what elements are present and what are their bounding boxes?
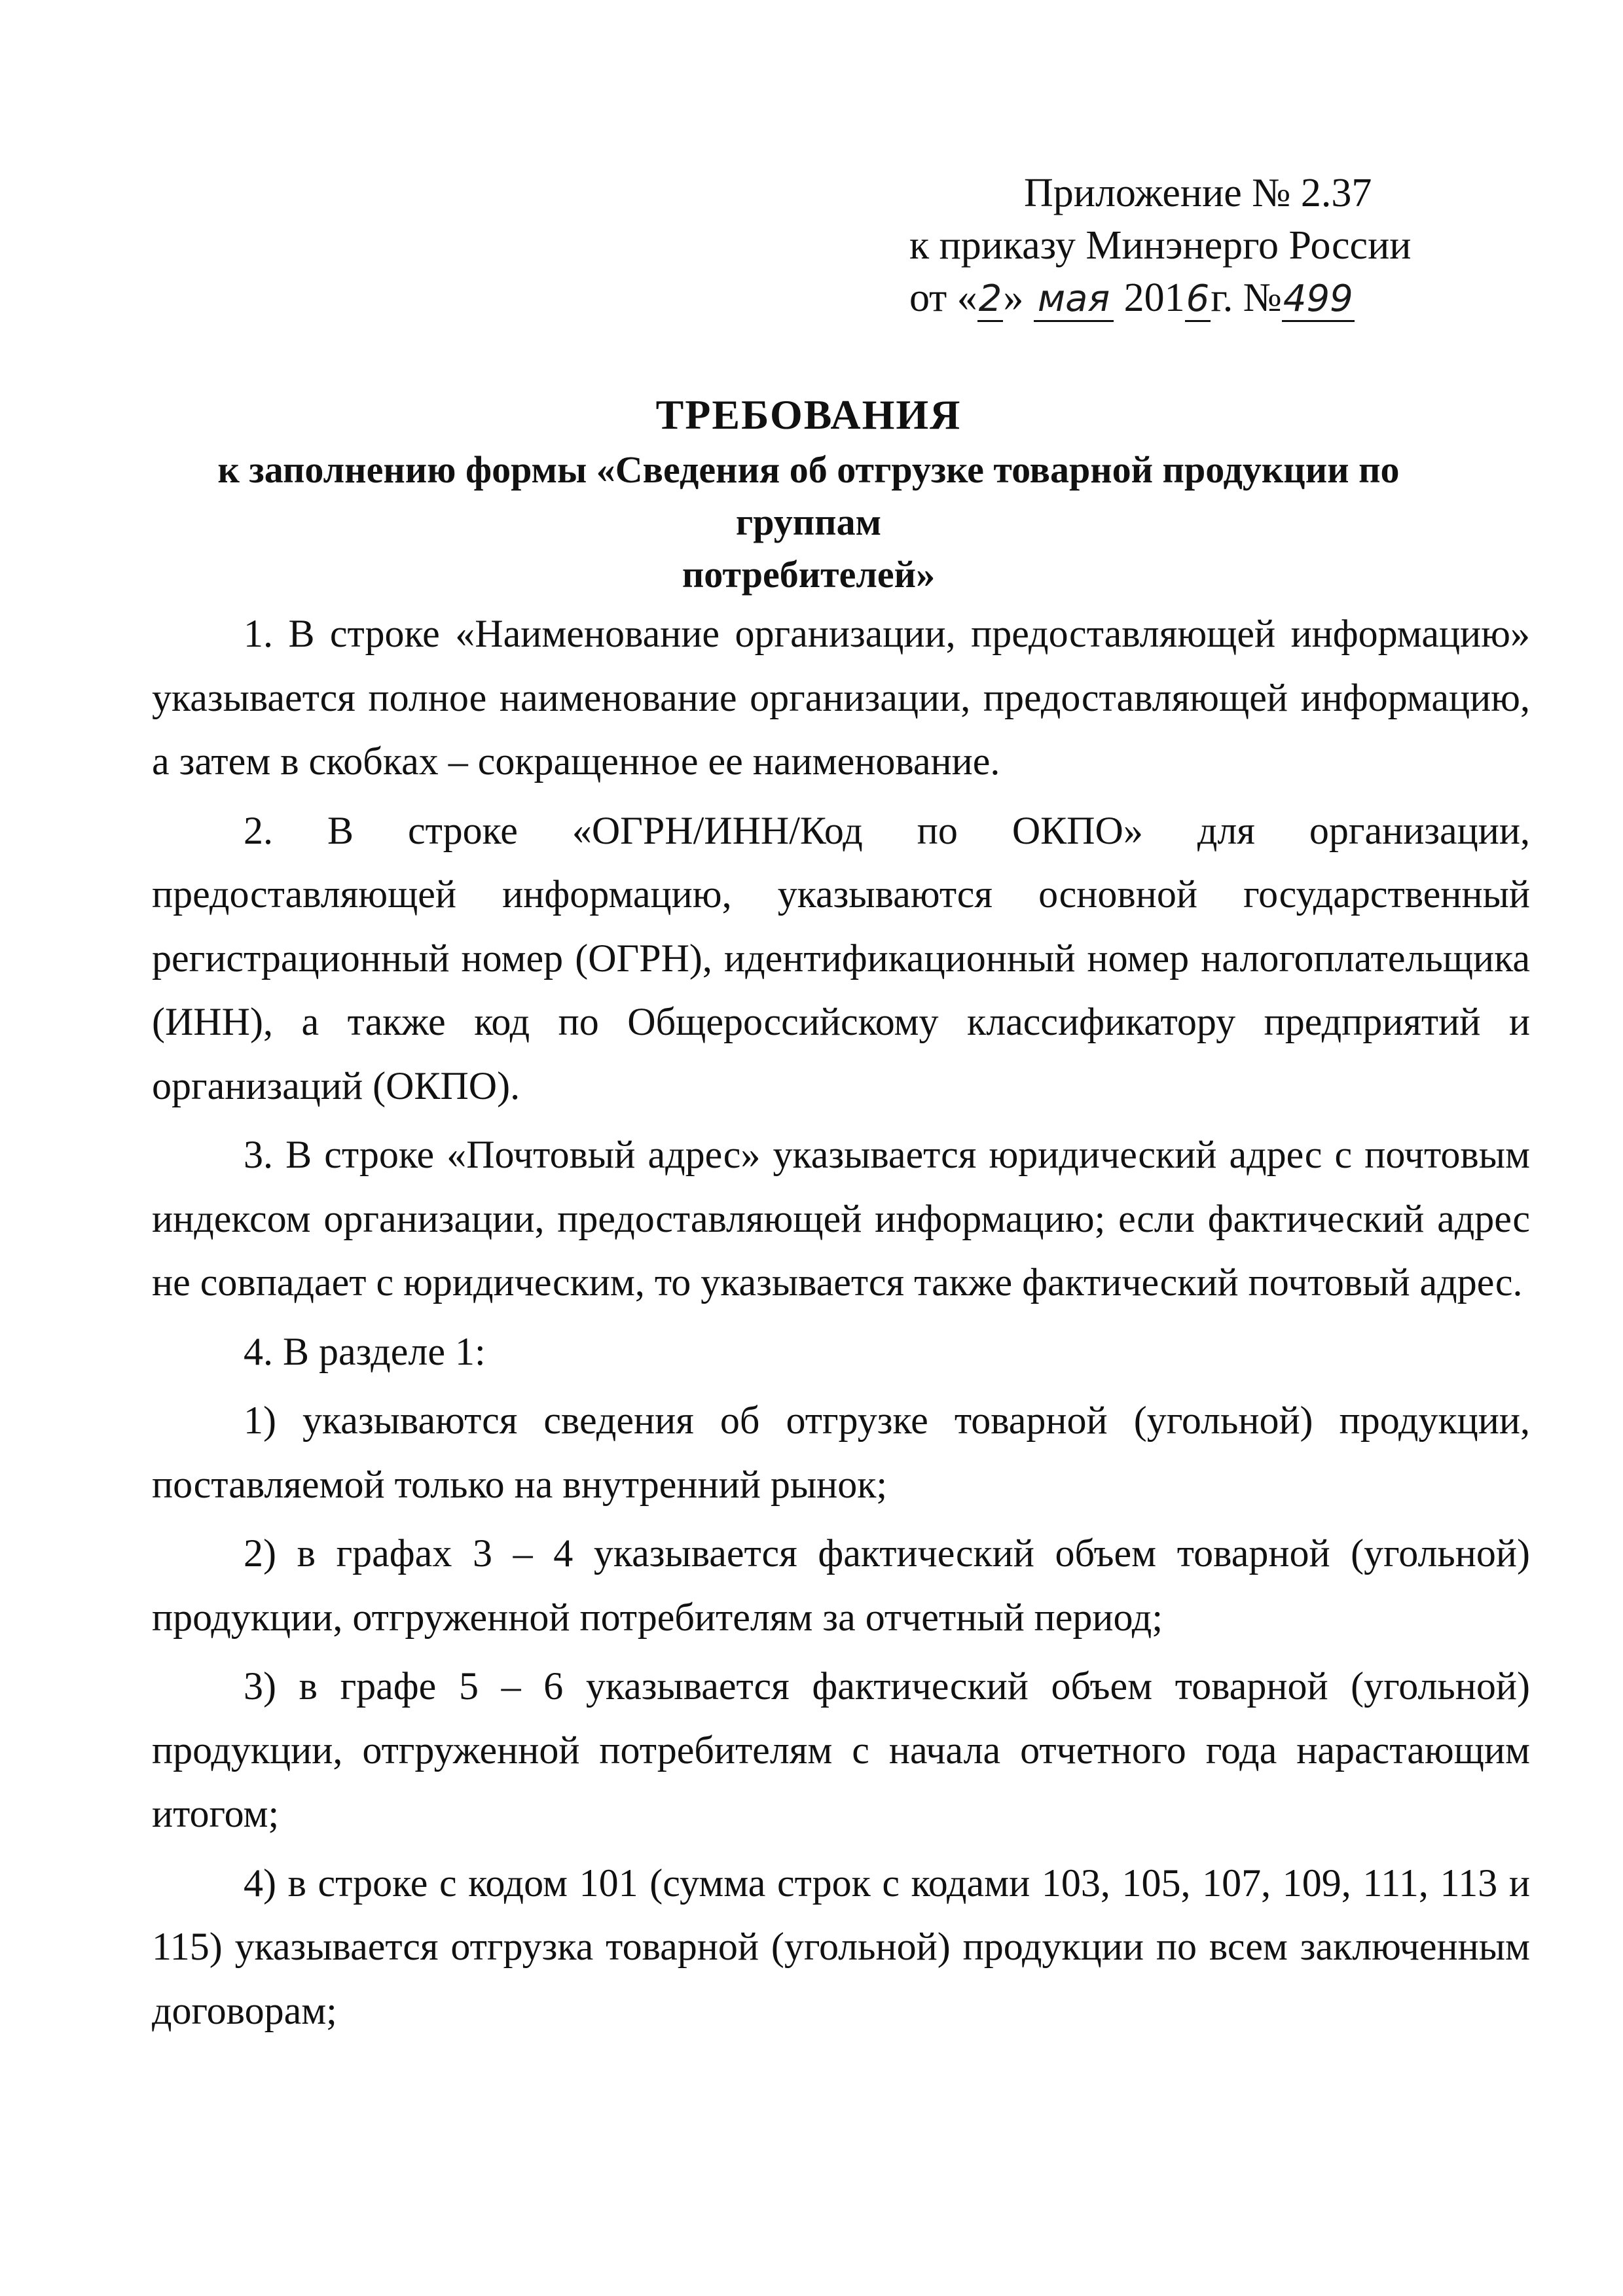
appendix-order-date: от «2» мая 2016г. №499 bbox=[909, 272, 1499, 325]
handwritten-order-number: 499 bbox=[1282, 278, 1355, 322]
paragraph-2: 2. В строке «ОГРН/ИНН/Код по ОКПО» для организации, предоставляющей информацию, указываются основной государственный регистрационный номер (ОГРН), идентификационный номер налогоплательщика (ИНН), а также код по Общероссийскому классификатору предприятий и организаций (ОКПО). bbox=[152, 808, 1530, 1107]
title-subtitle-line1: к заполнению формы «Сведения об отгрузке товарной продукции по группам bbox=[217, 448, 1400, 543]
handwritten-day: 2 bbox=[977, 278, 1004, 322]
paragraph-4-item-1: 1) указываются сведения об отгрузке товарной (угольной) продукции, поставляемой только на внутренний рынок; bbox=[152, 1399, 1530, 1506]
appendix-header bbox=[909, 167, 1499, 325]
paragraph-4-item-4: 4) в строке с кодом 101 (сумма строк с кодами 103, 105, 107, 109, 111, 113 и 115) указывается отгрузка товарной (угольной) продукции по всем заключенным договорам; bbox=[152, 1861, 1530, 2032]
handwritten-year-digit: 6 bbox=[1185, 278, 1211, 322]
document-title bbox=[151, 386, 1467, 601]
appendix-number: Приложение № 2.37 bbox=[1024, 171, 1372, 215]
title-subtitle-line2: потребителей» bbox=[682, 553, 936, 596]
document-body bbox=[152, 602, 1530, 2048]
paragraph-4: 4. В разделе 1: bbox=[244, 1329, 486, 1373]
paragraph-4-item-3: 3) в графе 5 – 6 указывается фактический объем товарной (угольной) продукции, отгруженной потребителям с начала отчетного года нарастающим итогом; bbox=[152, 1664, 1530, 1835]
handwritten-month: мая bbox=[1034, 278, 1114, 322]
title-main: ТРЕБОВАНИЯ bbox=[655, 391, 962, 438]
appendix-order-reference: к приказу Минэнерго России bbox=[909, 223, 1412, 268]
paragraph-3: 3. В строке «Почтовый адрес» указывается юридический адрес с почтовым индексом организации, предоставляющей информацию; если фактический адрес не совпадает с юридическим, то указывается также фактический почтовый адрес. bbox=[152, 1133, 1530, 1304]
paragraph-4-item-2: 2) в графах 3 – 4 указывается фактический объем товарной (угольной) продукции, отгруженной потребителям за отчетный период; bbox=[152, 1532, 1530, 1639]
paragraph-1: 1. В строке «Наименование организации, предоставляющей информацию» указывается полное наименование организации, предоставляющей информацию, а затем в скобках – сокращенное ее наименование. bbox=[152, 612, 1530, 783]
